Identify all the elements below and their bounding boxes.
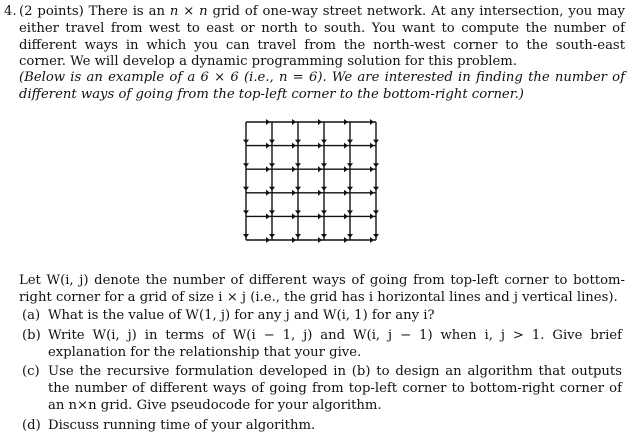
east-arrow (292, 237, 296, 243)
south-arrow (321, 187, 327, 191)
east-arrow (318, 213, 322, 219)
east-arrow (344, 166, 348, 172)
intro-times: × (178, 4, 200, 19)
intro-n2: n (199, 4, 208, 19)
south-arrow (373, 163, 379, 167)
east-arrow (344, 119, 348, 125)
east-arrow (292, 166, 296, 172)
east-arrow (344, 143, 348, 149)
east-arrow (318, 237, 322, 243)
part-label: (b) (22, 327, 41, 343)
south-arrow (243, 163, 249, 167)
south-arrow (243, 140, 249, 144)
south-arrow (373, 187, 379, 191)
south-arrow (347, 234, 353, 238)
east-arrow (370, 237, 374, 243)
south-arrow (295, 187, 301, 191)
south-arrow (243, 187, 249, 191)
intro-text-a: There is an (88, 4, 170, 19)
grid-figure (242, 118, 380, 244)
question-number: 4. (4, 4, 17, 19)
south-arrow (269, 210, 275, 214)
part-text: Write W(i, j) in terms of W(i − 1, j) and W(i, j − 1) when i, j > 1. Give brief explanation for the relationship that your give. (48, 327, 622, 360)
question-intro (19, 4, 625, 71)
south-arrow (373, 140, 379, 144)
east-arrow (344, 213, 348, 219)
east-arrow (292, 190, 296, 196)
east-arrow (370, 213, 374, 219)
question-points: (2 points) (19, 4, 84, 19)
east-arrow (370, 166, 374, 172)
east-arrow (292, 143, 296, 149)
east-arrow (344, 237, 348, 243)
south-arrow (269, 234, 275, 238)
east-arrow (344, 190, 348, 196)
south-arrow (295, 234, 301, 238)
south-arrow (269, 163, 275, 167)
east-arrow (318, 190, 322, 196)
south-arrow (295, 140, 301, 144)
south-arrow (347, 140, 353, 144)
south-arrow (347, 163, 353, 167)
east-arrow (370, 190, 374, 196)
east-arrow (266, 166, 270, 172)
part-label: (d) (22, 417, 41, 433)
part-text: Discuss running time of your algorithm. (48, 417, 316, 433)
south-arrow (347, 187, 353, 191)
south-arrow (373, 210, 379, 214)
part-label: (c) (22, 364, 40, 380)
east-arrow (370, 119, 374, 125)
east-arrow (318, 166, 322, 172)
south-arrow (321, 210, 327, 214)
intro-text-b: grid of one-way street network. At any intersection, you may either travel from west to east or north to south. You want to compute the number of different ways in which you can travel from the north-west corner to the south-east corner. We will develop a dynamic programming solution for this problem. (19, 4, 625, 70)
south-arrow (321, 163, 327, 167)
part-label: (a) (22, 308, 41, 323)
question-part (22, 364, 622, 414)
south-arrow (269, 187, 275, 191)
south-arrow (295, 210, 301, 214)
example-note: (Below is an example of a 6 × 6 (i.e., n = 6). We are interested in finding the number of different ways of going from the top-left corner to the bottom-right corner.) (19, 70, 625, 102)
definition-text: Let W(i, j) denote the number of different ways of going from top-left corner to bottom-right corner for a grid of size i × j (i.e., the grid has i horizontal lines and j vertical lines). (19, 273, 625, 305)
south-arrow (243, 234, 249, 238)
south-arrow (295, 163, 301, 167)
south-arrow (321, 140, 327, 144)
east-arrow (292, 119, 296, 125)
intro-n1: n (169, 4, 179, 19)
south-arrow (269, 140, 275, 144)
east-arrow (266, 190, 270, 196)
east-arrow (266, 143, 270, 149)
east-arrow (318, 143, 322, 149)
question-part (22, 328, 622, 362)
south-arrow (373, 234, 379, 238)
question-part (22, 308, 622, 325)
part-text: What is the value of W(1, j) for any j and W(i, 1) for any i? (48, 308, 435, 323)
question-part (22, 418, 622, 435)
parts-list (22, 308, 622, 438)
east-arrow (266, 119, 270, 125)
east-arrow (292, 213, 296, 219)
east-arrow (318, 119, 322, 125)
part-text: Use the recursive formulation developed in (b) to design an algorithm that outputs the number of different ways of going from top-left corner to bottom-right corner of an n×n grid. Give pseudocode for your algorithm. (48, 364, 622, 413)
south-arrow (243, 210, 249, 214)
east-arrow (370, 143, 374, 149)
south-arrow (321, 234, 327, 238)
east-arrow (266, 213, 270, 219)
east-arrow (266, 237, 270, 243)
south-arrow (347, 210, 353, 214)
